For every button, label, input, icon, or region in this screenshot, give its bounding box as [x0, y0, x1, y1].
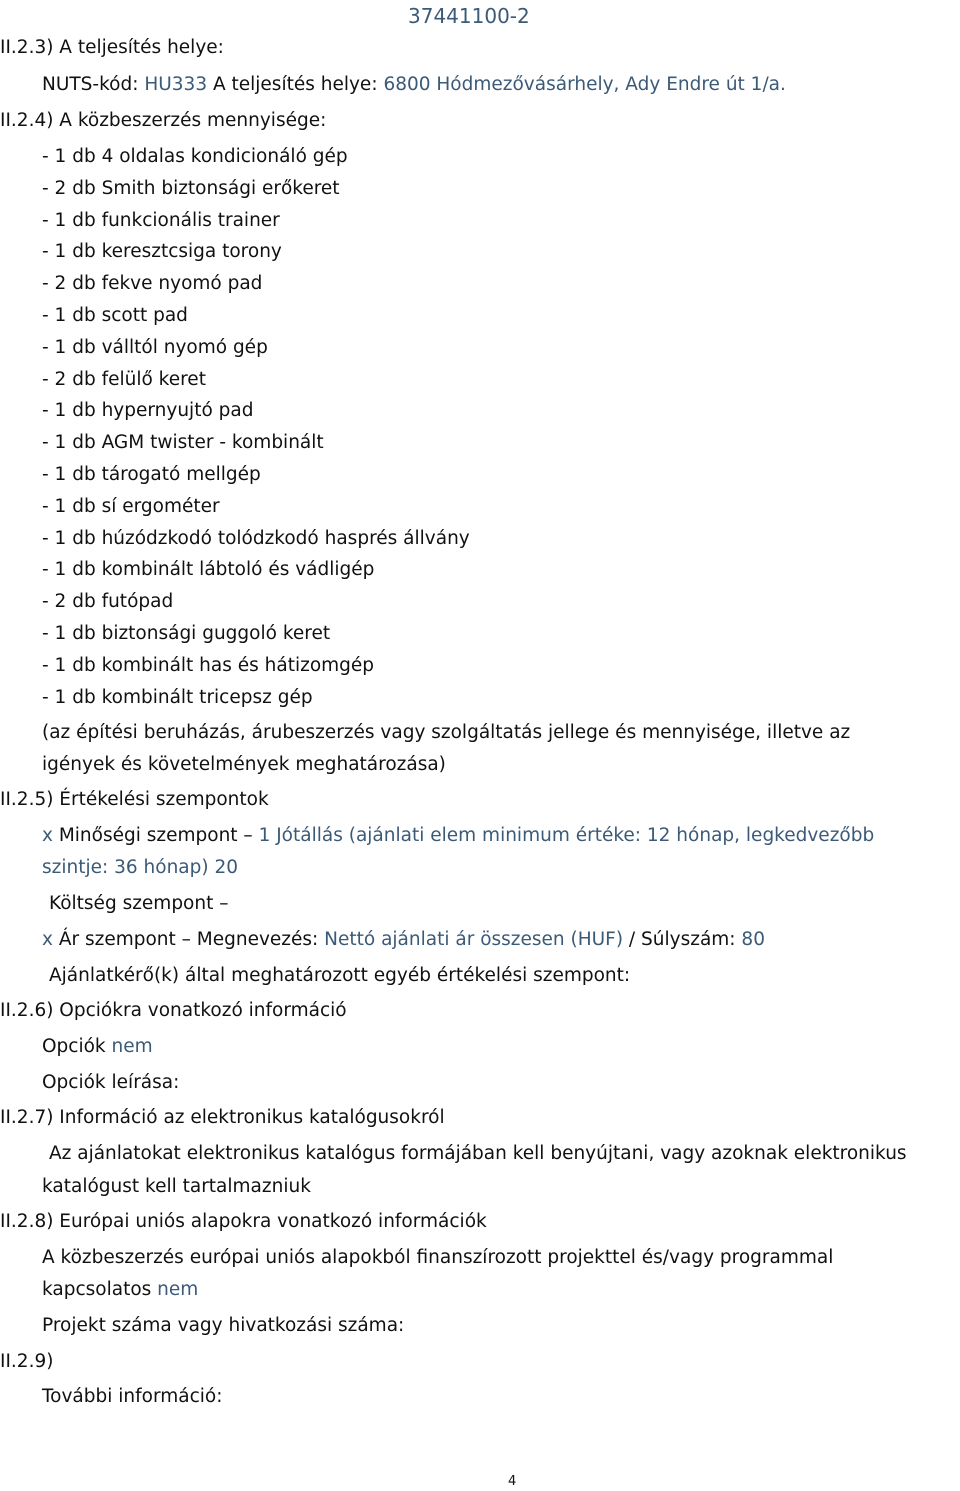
quality-value-1: 1 Jótállás (ajánlati elem minimum értéke: 12 hónap, legkedvezőbb — [258, 825, 875, 846]
quantity-item: - 1 db kombinált lábtoló és vádligép — [42, 559, 375, 580]
quantity-item: - 1 db húzódzkodó tolódzkodó hasprés állvány — [42, 528, 470, 549]
document-id: 37441100-2 — [408, 4, 530, 28]
cost-criterion-label: Költség szempont – — [49, 893, 229, 914]
nuts-value: HU333 — [144, 74, 208, 95]
quantity-item: - 2 db Smith biztonsági erőkeret — [42, 178, 340, 199]
catalogue-text-2: katalógust kell tartalmazniuk — [42, 1176, 311, 1197]
quantity-item: - 1 db 4 oldalas kondicionáló gép — [42, 146, 348, 167]
quantity-item: - 1 db scott pad — [42, 305, 188, 326]
quality-mark: x — [42, 825, 53, 846]
section-2-2-9-heading: II.2.9) — [0, 1351, 54, 1372]
quantity-item: - 1 db tárogató mellgép — [42, 464, 261, 485]
nuts-line — [42, 73, 786, 97]
quantity-item: - 2 db futópad — [42, 591, 174, 612]
price-mark: x — [42, 929, 53, 950]
quantity-item: - 2 db fekve nyomó pad — [42, 273, 263, 294]
quality-criterion-line — [42, 824, 874, 848]
quantity-item: - 1 db kombinált tricepsz gép — [42, 687, 313, 708]
quantity-item: - 1 db sí ergométer — [42, 496, 220, 517]
quality-value-2: szintje: 36 hónap) 20 — [42, 857, 239, 878]
quantity-note-line-2: igények és követelmények meghatározása) — [42, 754, 446, 775]
catalogue-text-1: Az ajánlatokat elektronikus katalógus formájában kell benyújtani, vagy azoknak elektronikus — [49, 1143, 907, 1164]
options-label: Opciók — [42, 1036, 112, 1057]
quality-label: Minőségi szempont – — [52, 825, 259, 846]
price-value: Nettó ajánlati ár összesen (HUF) — [324, 929, 624, 950]
options-description-label: Opciók leírása: — [42, 1072, 180, 1093]
project-number-label: Projekt száma vagy hivatkozási száma: — [42, 1315, 405, 1336]
nuts-label: NUTS-kód: — [42, 74, 145, 95]
weight-label: / Súlyszám: — [623, 929, 742, 950]
section-2-2-3-heading: II.2.3) A teljesítés helye: — [0, 37, 224, 58]
weight-value: 80 — [741, 929, 765, 950]
quantity-item: - 1 db AGM twister - kombinált — [42, 432, 324, 453]
section-2-2-5-heading: II.2.5) Értékelési szempontok — [0, 789, 269, 810]
quantity-item: - 2 db felülő keret — [42, 369, 206, 390]
other-criteria-label: Ajánlatkérő(k) által meghatározott egyéb értékelési szempont: — [49, 965, 631, 986]
quantity-item: - 1 db keresztcsiga torony — [42, 241, 282, 262]
place-value: 6800 Hódmezővásárhely, Ady Endre út 1/a. — [383, 74, 786, 95]
page-number: 4 — [508, 1474, 517, 1489]
section-2-2-4-heading: II.2.4) A közbeszerzés mennyisége: — [0, 110, 327, 131]
section-2-2-6-heading: II.2.6) Opciókra vonatkozó információ — [0, 1000, 347, 1021]
quantity-item: - 1 db hypernyujtó pad — [42, 400, 254, 421]
options-line — [42, 1035, 153, 1059]
quantity-note-line-1: (az építési beruházás, árubeszerzés vagy szolgáltatás jellege és mennyisége, illetve az — [42, 722, 851, 743]
quantity-item: - 1 db kombinált has és hátizomgép — [42, 655, 375, 676]
section-2-2-8-heading: II.2.8) Európai uniós alapokra vonatkozó információk — [0, 1211, 487, 1232]
price-label: Ár szempont – Megnevezés: — [52, 929, 325, 950]
eu-funds-value: nem — [157, 1279, 199, 1300]
quantity-item: - 1 db válltól nyomó gép — [42, 337, 268, 358]
place-label: A teljesítés helye: — [207, 74, 384, 95]
more-info-label: További információ: — [42, 1386, 223, 1407]
eu-funds-line-2 — [42, 1278, 198, 1302]
section-2-2-7-heading: II.2.7) Információ az elektronikus katalógusokról — [0, 1107, 445, 1128]
options-value: nem — [111, 1036, 153, 1057]
eu-funds-label: kapcsolatos — [42, 1279, 158, 1300]
price-criterion-line — [42, 928, 765, 952]
eu-funds-text-1: A közbeszerzés európai uniós alapokból finanszírozott projekttel és/vagy programmal — [42, 1247, 834, 1268]
quantity-item: - 1 db biztonsági guggoló keret — [42, 623, 331, 644]
quantity-item: - 1 db funkcionális trainer — [42, 210, 280, 231]
